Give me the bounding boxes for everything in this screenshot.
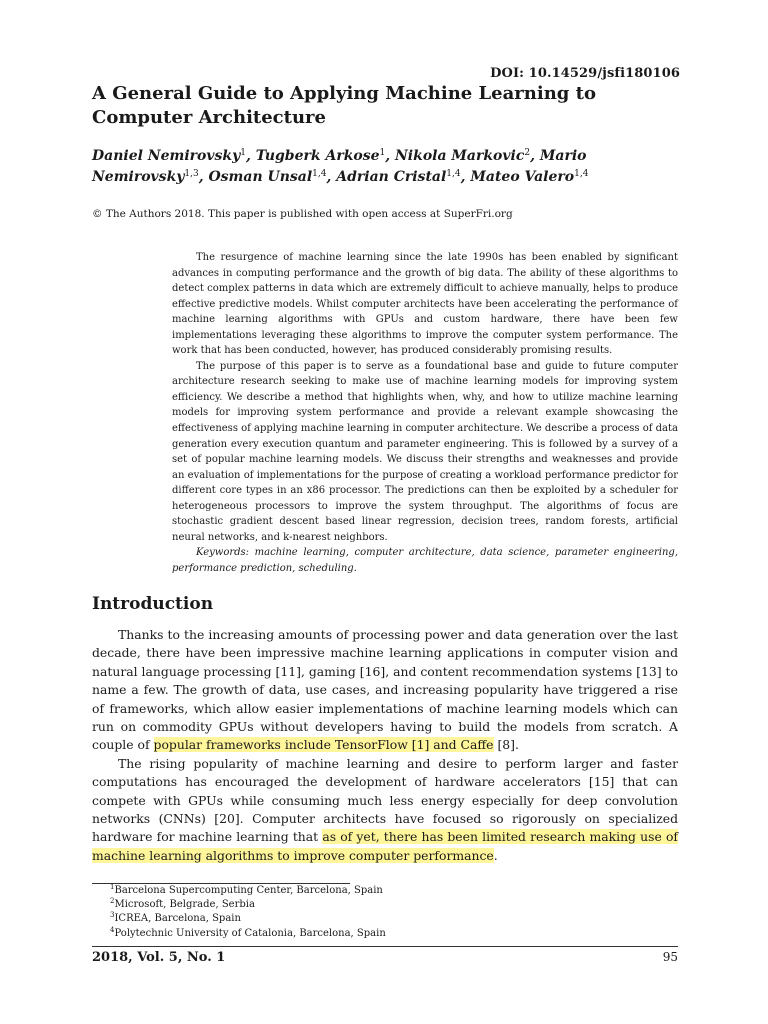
page-number: 95 <box>662 950 678 964</box>
author-name: Tugberk Arkose <box>255 148 380 164</box>
author-affiliation: 1 <box>240 148 246 158</box>
author-name: Nikola Markovic <box>395 148 525 164</box>
author-name: Adrian Cristal <box>336 169 447 185</box>
highlighted-text: popular frameworks include TensorFlow [1] and Caffe <box>153 737 494 753</box>
footer-divider <box>92 946 678 947</box>
author-affiliation: 1,4 <box>446 169 461 179</box>
section-heading-introduction: Introduction <box>92 594 214 614</box>
abstract-paragraph: The resurgence of machine learning since the late 1990s has been enabled by significant advances in computing performance and the growth of big data. The ability of these algorithms to detect complex patterns in data which are extremely difficult to achieve manually, helps to produce effective predictive models. Whilst computer architects have been accelerating the performance of machine learning algorithms with GPUs and custom hardware, there have been few implementations leveraging these algorithms to improve the computer system performance. The work that has been conducted, however, has produced considerably promising results. <box>172 252 678 357</box>
footnote: $^2$Microsoft, Belgrade, Serbia <box>110 897 255 911</box>
body-text: Thanks to the increasing amounts of processing power and data generation over the last decade, there have been impressive machine learning applications in computer vision and natural language processing [11], gaming [16], and content recommendation systems [13] to name a few. The growth of data, use cases, and increasing popularity have triggered a rise of frameworks, which allow easier implementations of machine learning models which can run on commodity GPUs without developers having to build the models from scratch. A couple of <box>92 627 678 753</box>
author-list: Daniel Nemirovsky$^1$, Tugberk Arkose$^1$, Nikola Markovic$^2$, Mario Nemirovsky$^{1,3}$, Osman Unsal$^{1,4}$, Adrian Cristal$^{1,4}$, Mateo Valero$^{1,4}$ <box>92 148 589 185</box>
author-affiliation: 1,4 <box>574 169 589 179</box>
author-name: Mateo Valero <box>470 169 575 185</box>
author-affiliation: 1,3 <box>184 169 199 179</box>
introduction-body <box>92 626 678 865</box>
footnotes <box>110 884 386 941</box>
footnote: $^4$Polytechnic University of Catalonia, Barcelona, Spain <box>110 925 386 939</box>
abstract-paragraph: The purpose of this paper is to serve as a foundational base and guide to future computer architecture research seeking to make use of machine learning models for improving system efficiency. We describe a method that highlights when, why, and how to utilize machine learning models for improving system performance and provide a relevant example showcasing the effectiveness of applying machine learning in computer architecture. We describe a process of data generation every execution quantum and parameter engineering. This is followed by a survey of a set of popular machine learning models. We discuss their strengths and weaknesses and provide an evaluation of implementations for the purpose of creating a workload performance predictor for different core types in an x86 processor. The predictions can then be exploited by a scheduler for heterogeneous processors to improve the system throughput. The algorithms of focus are stochastic gradient descent based linear regression, decision trees, random forests, artificial neural networks, and k-nearest neighbors. <box>172 360 678 543</box>
body-text: . <box>493 847 498 863</box>
author-affiliation: 1,4 <box>312 169 327 179</box>
author-name: Daniel Nemirovsky <box>92 148 241 164</box>
author-name: Mario Nemirovsky <box>92 148 587 185</box>
copyright-notice: © The Authors 2018. This paper is published with open access at SuperFri.org <box>92 208 513 220</box>
author-name: Osman Unsal <box>208 169 313 185</box>
highlighted-text: as of yet, there has been limited research making use of machine learning algorithms to improve computer performance <box>92 829 678 863</box>
paper-title: A General Guide to Applying Machine Learning to Computer Architecture <box>92 83 596 128</box>
body-paragraph <box>92 755 678 865</box>
body-text: The rising popularity of machine learning and desire to perform larger and faster computations has encouraged the development of hardware accelerators [15] that can compete with GPUs while consuming much less energy especially for deep convolution networks (CNNs) [20]. Computer architects have focused so rigorously on specialized hardware for machine learning that <box>92 755 678 845</box>
abstract <box>172 250 678 576</box>
footnote: $^3$ICREA, Barcelona, Spain <box>110 911 241 925</box>
author-affiliation: 2 <box>524 148 531 158</box>
author-affiliation: 1 <box>379 148 386 158</box>
journal-issue: 2018, Vol. 5, No. 1 <box>92 950 226 965</box>
footnote: $^1$Barcelona Supercomputing Center, Barcelona, Spain <box>110 883 383 896</box>
body-text: [8]. <box>493 737 519 753</box>
doi: DOI: 10.14529/jsfi180106 <box>490 66 680 81</box>
body-paragraph <box>92 626 678 755</box>
keywords: Keywords: machine learning, computer architecture, data science, parameter engineering, performance prediction, scheduling. <box>172 547 678 574</box>
